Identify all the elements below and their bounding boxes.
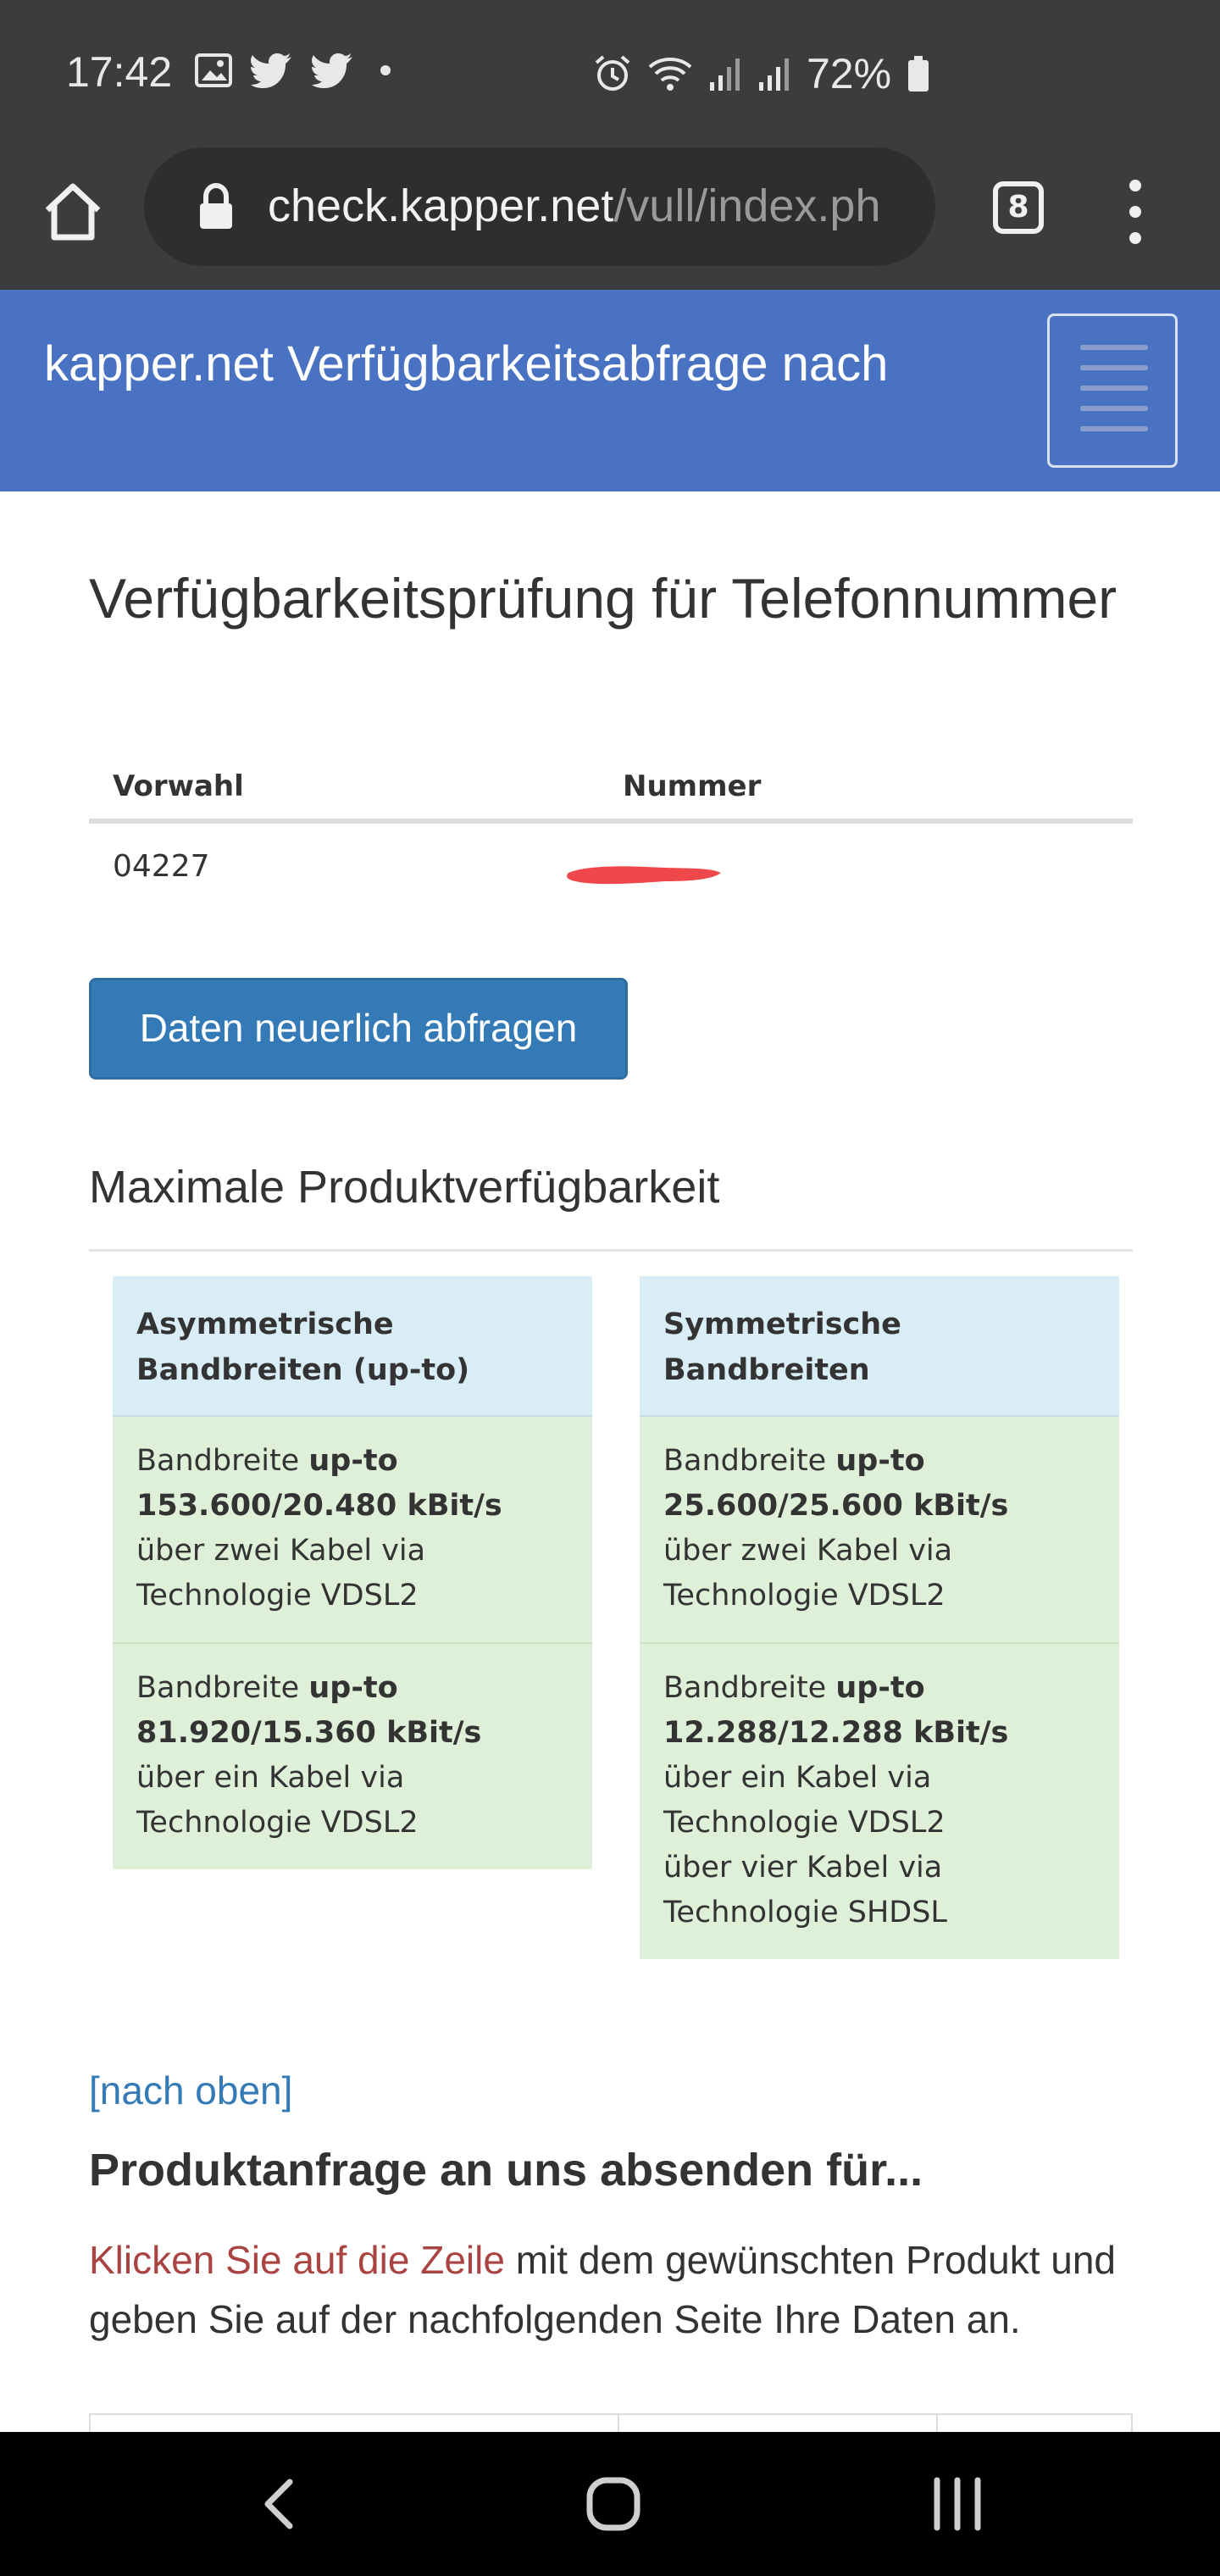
list-item	[640, 1417, 1119, 1644]
asymmetric-heading: Asymmetrische Bandbreiten (up-to)	[113, 1276, 592, 1417]
notification-icons	[195, 53, 398, 88]
back-to-top-link[interactable]: [nach oben]	[89, 2068, 293, 2112]
home-button-icon[interactable]	[580, 2470, 647, 2538]
prefix-value: 04227	[113, 849, 210, 884]
symmetric-heading: Symmetrische Bandbreiten	[640, 1276, 1119, 1417]
url-host: check.kapper.net	[268, 180, 614, 231]
bandwidth-value: up-to 25.600/25.600 kBit/s	[663, 1444, 1009, 1523]
url-text[interactable]	[268, 180, 912, 232]
twitter-icon	[312, 53, 354, 88]
bandwidth-label: Bandbreite	[136, 1444, 309, 1478]
table-row	[89, 824, 1133, 919]
system-icons	[593, 49, 930, 98]
page-title: Verfügbarkeitsprüfung für Telefonnummer	[89, 567, 1117, 630]
request-highlight: Klicken Sie auf die Zeile	[89, 2238, 505, 2282]
request-text: mit dem gewünschten Produkt und geben Sie auf der nachfolgenden Seite Ihre Daten an.	[89, 2238, 1117, 2341]
list-item	[113, 1417, 592, 1644]
redaction-mark	[563, 858, 724, 891]
gallery-icon	[195, 53, 232, 87]
request-instructions	[89, 2230, 1133, 2349]
dot-icon	[373, 58, 398, 83]
battery-icon	[907, 55, 930, 92]
bandwidth-value: up-to 153.600/20.480 kBit/s	[136, 1444, 502, 1523]
signal-icon	[708, 55, 742, 92]
signal-icon	[757, 55, 791, 92]
lock-icon	[195, 183, 237, 230]
browser-toolbar	[0, 147, 1220, 290]
requery-button[interactable]: Daten neuerlich abfragen	[89, 978, 628, 1080]
overflow-menu-icon[interactable]	[1118, 178, 1152, 246]
technology-text: über zwei Kabel via Technologie VDSL2	[663, 1534, 953, 1613]
bandwidth-label: Bandbreite	[136, 1671, 309, 1705]
availability-heading: Maximale Produktverfügbarkeit	[89, 1162, 720, 1213]
phone-number-table	[89, 746, 1133, 919]
nav-toggle-button[interactable]	[1047, 314, 1178, 468]
bandwidth-label: Bandbreite	[663, 1444, 836, 1478]
status-bar	[0, 0, 1220, 147]
bandwidth-label: Bandbreite	[663, 1671, 836, 1705]
twitter-icon	[251, 53, 293, 88]
wifi-icon	[647, 55, 693, 92]
bandwidth-value: up-to 81.920/15.360 kBit/s	[136, 1671, 482, 1750]
system-nav-bar	[0, 2432, 1220, 2576]
col-number-header: Nummer	[623, 769, 762, 803]
site-navbar	[0, 290, 1220, 491]
recent-apps-icon[interactable]	[923, 2470, 991, 2538]
symmetric-bandwidth-column	[640, 1276, 1119, 1959]
address-bar[interactable]	[144, 147, 935, 266]
technology-text: über ein Kabel via Technologie VDSL2	[136, 1761, 419, 1840]
technology-text: über ein Kabel via Technologie VDSL2	[663, 1761, 946, 1840]
list-item	[113, 1644, 592, 1869]
alarm-icon	[593, 54, 632, 93]
site-brand[interactable]: kapper.net Verfügbarkeitsabfrage nach	[44, 336, 889, 391]
battery-percent: 72%	[807, 50, 892, 97]
request-heading: Produktanfrage an uns absenden für...	[89, 2145, 923, 2196]
list-item	[640, 1644, 1119, 1959]
bandwidth-value: up-to 12.288/12.288 kBit/s	[663, 1671, 1009, 1750]
home-icon[interactable]	[39, 178, 107, 246]
divider	[89, 1249, 1133, 1252]
col-prefix-header: Vorwahl	[113, 769, 244, 803]
technology-text: über zwei Kabel via Technologie VDSL2	[136, 1534, 426, 1613]
table-header	[89, 746, 1133, 824]
back-icon[interactable]	[246, 2470, 313, 2538]
url-path: /vull/index.ph	[613, 180, 881, 231]
technology-text: über vier Kabel via Technologie SHDSL	[663, 1851, 947, 1929]
asymmetric-bandwidth-column	[113, 1276, 592, 1869]
tab-switcher-button[interactable]: 8	[993, 181, 1044, 234]
status-time: 17:42	[66, 48, 173, 96]
